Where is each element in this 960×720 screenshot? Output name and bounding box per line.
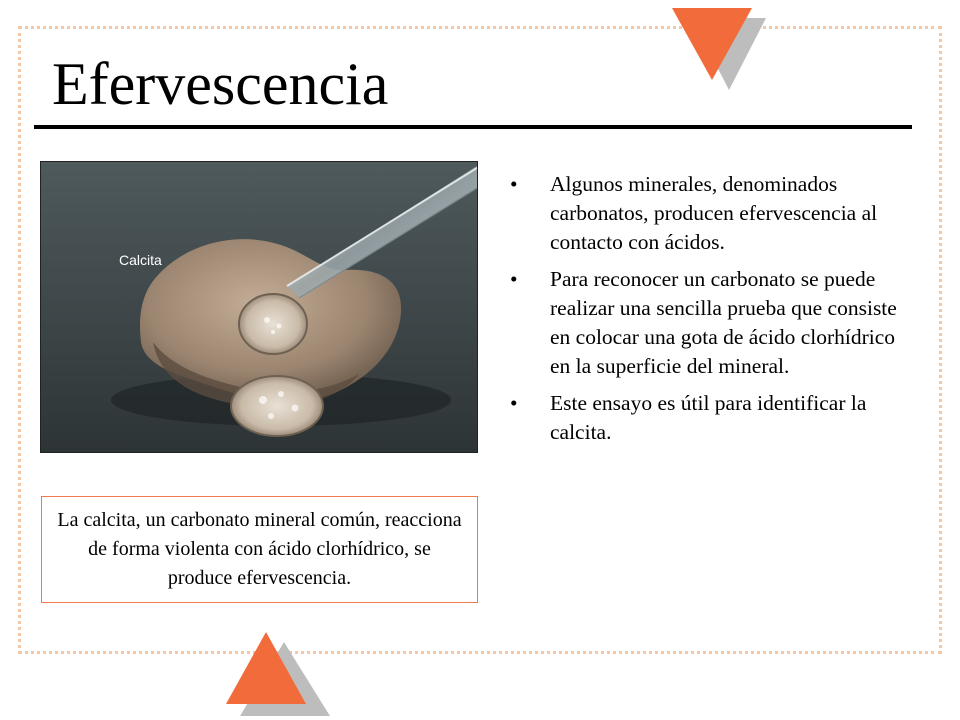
calcite-photo-illustration — [41, 162, 477, 452]
bullet-item: • Algunos minerales, denominados carbonatos, producen efervescencia al contacto con ácidos. — [508, 170, 908, 257]
bottom-triangle-decoration — [222, 630, 334, 718]
top-triangle-decoration — [668, 6, 772, 96]
bullet-item: • Este ensayo es útil para identificar la calcita. — [508, 389, 908, 447]
bullet-item: • Para reconocer un carbonato se puede realizar una sencilla prueba que consiste en colocar una gota de ácido clorhídrico en la superficie del mineral. — [508, 265, 908, 381]
title-underline — [34, 125, 912, 129]
photo-caption: La calcita, un carbonato mineral común, reacciona de forma violenta con ácido clorhídrico, se produce efervescencia. — [41, 496, 478, 603]
photo-label-calcita: Calcita — [119, 252, 162, 268]
bullet-list — [508, 170, 908, 455]
calcite-photo — [40, 161, 478, 453]
slide-title: Efervescencia — [52, 51, 389, 117]
